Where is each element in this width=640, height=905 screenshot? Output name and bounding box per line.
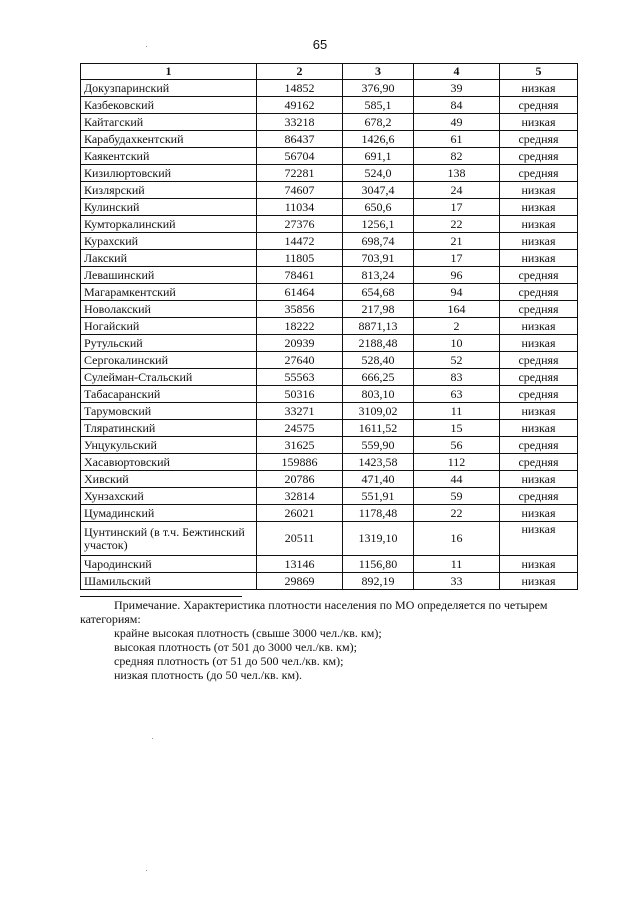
population-cell: 14852	[257, 80, 343, 97]
population-cell: 61464	[257, 284, 343, 301]
population-cell: 14472	[257, 233, 343, 250]
district-name-cell: Цунтинский (в т.ч. Бежтинский участок)	[81, 522, 257, 556]
area-cell: 813,24	[343, 267, 414, 284]
column-header-4: 4	[414, 64, 500, 80]
category-cell: средняя	[500, 165, 578, 182]
density-cell: 24	[414, 182, 500, 199]
table-row	[81, 437, 578, 454]
table-row	[81, 420, 578, 437]
area-cell: 698,74	[343, 233, 414, 250]
area-cell: 1178,48	[343, 505, 414, 522]
population-cell: 26021	[257, 505, 343, 522]
table-row	[81, 250, 578, 267]
page-number: 65	[312, 37, 328, 52]
population-cell: 20939	[257, 335, 343, 352]
note-item: высокая плотность (от 501 до 3000 чел./кв. км);	[114, 640, 357, 654]
category-cell: низкая	[500, 114, 578, 131]
table-row	[81, 556, 578, 573]
area-cell: 678,2	[343, 114, 414, 131]
district-name-cell: Сергокалинский	[81, 352, 257, 369]
density-cell: 15	[414, 420, 500, 437]
population-cell: 86437	[257, 131, 343, 148]
scan-speck	[146, 870, 147, 871]
table-row	[81, 352, 578, 369]
population-cell: 55563	[257, 369, 343, 386]
table-row	[81, 573, 578, 590]
population-cell: 32814	[257, 488, 343, 505]
note-block	[80, 598, 580, 682]
district-name-cell: Кизлярский	[81, 182, 257, 199]
density-cell: 22	[414, 216, 500, 233]
population-cell: 74607	[257, 182, 343, 199]
population-cell: 27376	[257, 216, 343, 233]
density-cell: 59	[414, 488, 500, 505]
area-cell: 892,19	[343, 573, 414, 590]
area-cell: 559,90	[343, 437, 414, 454]
population-cell: 11805	[257, 250, 343, 267]
category-cell: средняя	[500, 352, 578, 369]
population-cell: 56704	[257, 148, 343, 165]
population-cell: 33271	[257, 403, 343, 420]
population-cell: 50316	[257, 386, 343, 403]
density-cell: 82	[414, 148, 500, 165]
district-name-cell: Чародинский	[81, 556, 257, 573]
density-cell: 61	[414, 131, 500, 148]
district-name-cell: Левашинский	[81, 267, 257, 284]
district-name-cell: Табасаранский	[81, 386, 257, 403]
district-name-cell: Хасавюртовский	[81, 454, 257, 471]
category-cell: низкая	[500, 182, 578, 199]
column-header-5: 5	[500, 64, 578, 80]
scan-speck	[152, 738, 153, 739]
density-cell: 2	[414, 318, 500, 335]
area-cell: 376,90	[343, 80, 414, 97]
district-name-cell: Унцукульский	[81, 437, 257, 454]
area-cell: 471,40	[343, 471, 414, 488]
category-cell: средняя	[500, 437, 578, 454]
population-cell: 27640	[257, 352, 343, 369]
area-cell: 585,1	[343, 97, 414, 114]
population-cell: 49162	[257, 97, 343, 114]
column-header-3: 3	[343, 64, 414, 80]
category-cell: средняя	[500, 267, 578, 284]
area-cell: 8871,13	[343, 318, 414, 335]
table-row	[81, 403, 578, 420]
district-name-cell: Магарамкентский	[81, 284, 257, 301]
area-cell: 666,25	[343, 369, 414, 386]
district-name-cell: Рутульский	[81, 335, 257, 352]
district-name-cell: Тляратинский	[81, 420, 257, 437]
district-name-cell: Кумторкалинский	[81, 216, 257, 233]
note-item: средняя плотность (от 51 до 500 чел./кв. км);	[114, 654, 344, 668]
table-row	[81, 369, 578, 386]
district-name-cell: Сулейман-Стальский	[81, 369, 257, 386]
density-cell: 22	[414, 505, 500, 522]
population-cell: 72281	[257, 165, 343, 182]
district-name-cell: Кулинский	[81, 199, 257, 216]
category-cell: низкая	[500, 573, 578, 590]
table-row	[81, 522, 578, 556]
density-cell: 112	[414, 454, 500, 471]
category-cell: низкая	[500, 250, 578, 267]
district-name-cell: Кайтагский	[81, 114, 257, 131]
table-row	[81, 267, 578, 284]
population-cell: 33218	[257, 114, 343, 131]
category-cell: средняя	[500, 131, 578, 148]
table-row	[81, 216, 578, 233]
district-name-cell: Хунзахский	[81, 488, 257, 505]
density-cell: 63	[414, 386, 500, 403]
population-cell: 18222	[257, 318, 343, 335]
category-cell: средняя	[500, 386, 578, 403]
population-cell: 11034	[257, 199, 343, 216]
district-name-cell: Докузпаринский	[81, 80, 257, 97]
density-cell: 44	[414, 471, 500, 488]
area-cell: 1611,52	[343, 420, 414, 437]
table-row	[81, 199, 578, 216]
district-name-cell: Каякентский	[81, 148, 257, 165]
population-cell: 31625	[257, 437, 343, 454]
category-cell: средняя	[500, 148, 578, 165]
category-cell: средняя	[500, 301, 578, 318]
district-name-cell: Казбековский	[81, 97, 257, 114]
table-row	[81, 301, 578, 318]
area-cell: 1426,6	[343, 131, 414, 148]
table-row	[81, 284, 578, 301]
category-cell: низкая	[500, 216, 578, 233]
category-cell: низкая	[500, 403, 578, 420]
category-cell: средняя	[500, 454, 578, 471]
category-cell: низкая	[500, 199, 578, 216]
population-cell: 20511	[257, 522, 343, 556]
area-cell: 217,98	[343, 301, 414, 318]
area-cell: 1156,80	[343, 556, 414, 573]
population-cell: 20786	[257, 471, 343, 488]
area-cell: 803,10	[343, 386, 414, 403]
table-row	[81, 318, 578, 335]
category-cell: низкая	[500, 471, 578, 488]
note-item: низкая плотность (до 50 чел./кв. км).	[114, 668, 303, 682]
area-cell: 691,1	[343, 148, 414, 165]
column-header-1: 1	[81, 64, 257, 80]
density-cell: 11	[414, 403, 500, 420]
district-name-cell: Тарумовский	[81, 403, 257, 420]
density-cell: 49	[414, 114, 500, 131]
table-row	[81, 505, 578, 522]
category-cell: низкая	[500, 335, 578, 352]
table-header-row	[81, 64, 578, 80]
area-cell: 2188,48	[343, 335, 414, 352]
category-cell: низкая	[500, 556, 578, 573]
table-row	[81, 386, 578, 403]
area-cell: 528,40	[343, 352, 414, 369]
area-cell: 524,0	[343, 165, 414, 182]
density-cell: 33	[414, 573, 500, 590]
density-cell: 17	[414, 199, 500, 216]
category-cell: низкая	[500, 505, 578, 522]
area-cell: 551,91	[343, 488, 414, 505]
category-cell: низкая	[500, 318, 578, 335]
table-row	[81, 454, 578, 471]
district-name-cell: Новолакский	[81, 301, 257, 318]
density-cell: 83	[414, 369, 500, 386]
table-row	[81, 97, 578, 114]
density-cell: 16	[414, 522, 500, 556]
density-cell: 11	[414, 556, 500, 573]
density-cell: 84	[414, 97, 500, 114]
population-cell: 159886	[257, 454, 343, 471]
column-header-2: 2	[257, 64, 343, 80]
table-row	[81, 131, 578, 148]
population-cell: 29869	[257, 573, 343, 590]
table-row	[81, 335, 578, 352]
density-cell: 39	[414, 80, 500, 97]
table-row	[81, 114, 578, 131]
density-cell: 21	[414, 233, 500, 250]
table-row	[81, 488, 578, 505]
district-name-cell: Лакский	[81, 250, 257, 267]
category-cell: низкая	[500, 522, 578, 556]
district-name-cell: Карабудахкентский	[81, 131, 257, 148]
density-cell: 17	[414, 250, 500, 267]
table-row	[81, 165, 578, 182]
category-cell: низкая	[500, 233, 578, 250]
area-cell: 650,6	[343, 199, 414, 216]
table-row	[81, 80, 578, 97]
density-cell: 94	[414, 284, 500, 301]
area-cell: 1319,10	[343, 522, 414, 556]
population-cell: 24575	[257, 420, 343, 437]
note-separator	[80, 596, 242, 597]
density-cell: 52	[414, 352, 500, 369]
category-cell: низкая	[500, 80, 578, 97]
area-cell: 3047,4	[343, 182, 414, 199]
note-item: крайне высокая плотность (свыше 3000 чел./кв. км);	[114, 626, 382, 640]
population-cell: 78461	[257, 267, 343, 284]
district-name-cell: Кизилюртовский	[81, 165, 257, 182]
area-cell: 3109,02	[343, 403, 414, 420]
district-name-cell: Шамильский	[81, 573, 257, 590]
density-cell: 56	[414, 437, 500, 454]
density-table	[80, 63, 578, 590]
density-cell: 10	[414, 335, 500, 352]
district-name-cell: Ногайский	[81, 318, 257, 335]
density-cell: 164	[414, 301, 500, 318]
district-name-cell: Цумадинский	[81, 505, 257, 522]
district-name-cell: Курахский	[81, 233, 257, 250]
density-cell: 96	[414, 267, 500, 284]
category-cell: низкая	[500, 420, 578, 437]
category-cell: средняя	[500, 369, 578, 386]
area-cell: 703,91	[343, 250, 414, 267]
population-cell: 35856	[257, 301, 343, 318]
note-lead: Примечание. Характеристика плотности населения по МО определяется по четырем категориям:	[80, 598, 548, 626]
table-row	[81, 148, 578, 165]
category-cell: средняя	[500, 97, 578, 114]
table-row	[81, 233, 578, 250]
table-row	[81, 182, 578, 199]
district-name-cell: Хивский	[81, 471, 257, 488]
table-row	[81, 471, 578, 488]
category-cell: средняя	[500, 488, 578, 505]
density-cell: 138	[414, 165, 500, 182]
area-cell: 1423,58	[343, 454, 414, 471]
area-cell: 1256,1	[343, 216, 414, 233]
population-cell: 13146	[257, 556, 343, 573]
category-cell: средняя	[500, 284, 578, 301]
scan-speck	[146, 46, 147, 47]
area-cell: 654,68	[343, 284, 414, 301]
